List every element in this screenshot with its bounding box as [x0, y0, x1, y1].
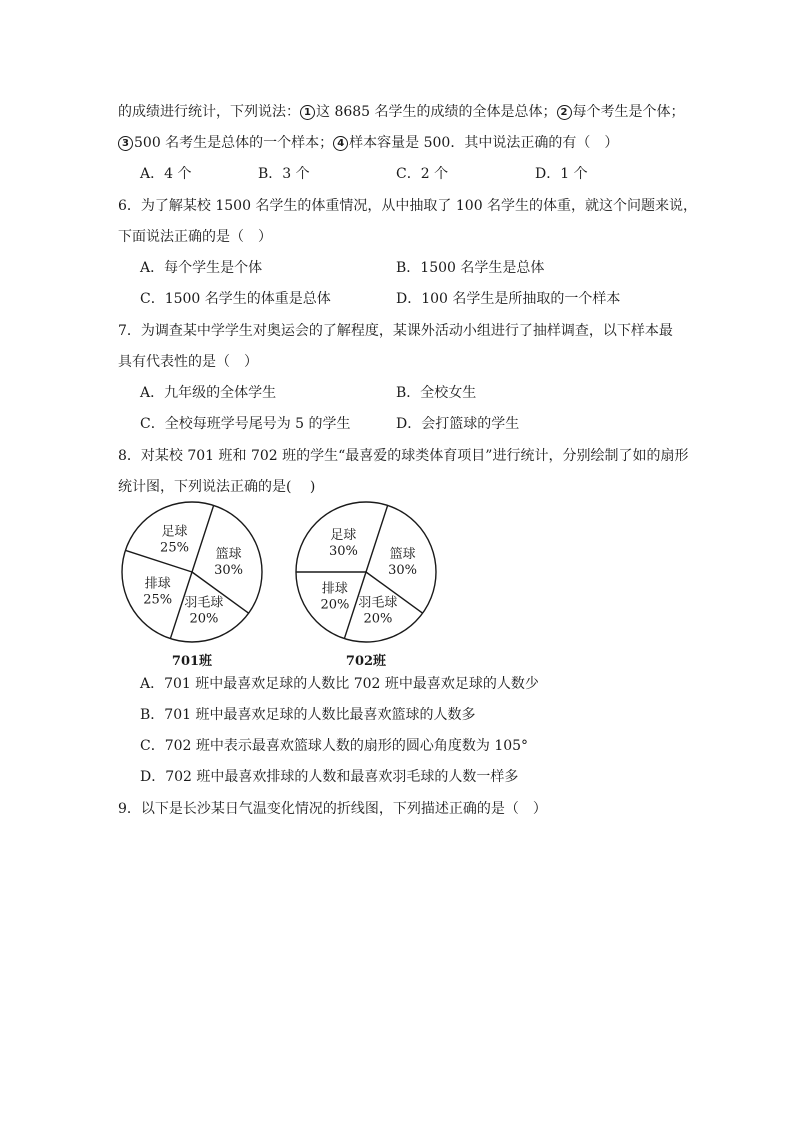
q8-stem-line1: 8．对某校 701 班和 702 班的学生“最喜爱的球类体育项目”进行统计，分别绘制了如的扇形: [118, 448, 689, 464]
pie-slice-value: 30%: [388, 563, 418, 579]
pie-slice-value: 25%: [160, 540, 189, 556]
pie-slice-label: 羽毛球: [358, 595, 398, 611]
q7-stem-line1: 7．为调查某中学学生对奥运会的了解程度，某课外活动小组进行了抽样调查，以下样本最: [118, 323, 673, 339]
circled-number-4: 4: [333, 136, 348, 151]
pie-slice-label: 篮球: [215, 547, 242, 563]
q8-stem-line2: 统计图，下列说法正确的是( ): [118, 479, 316, 495]
q6-option-c: C．1500 名学生的体重是总体: [140, 291, 331, 307]
q6-option-a: A．每个学生是个体: [140, 260, 263, 276]
circled-number-3: 3: [118, 136, 133, 151]
pie-slice-value: 20%: [189, 611, 219, 627]
pie-slice-value: 30%: [214, 563, 244, 579]
q7-option-c: C．全校每班学号尾号为 5 的学生: [140, 416, 351, 432]
pie-slice-label: 篮球: [389, 547, 416, 563]
q5-option-a: A．4 个: [140, 166, 192, 182]
q5-statement-1: 这 8685 名学生的成绩的全体是总体；: [316, 104, 557, 120]
q8-option-c: C．702 班中表示最喜欢篮球人数的扇形的圆心角度数为 105°: [140, 738, 529, 754]
pie-caption-701: 701班: [171, 654, 213, 669]
q7-option-b: B．全校女生: [396, 385, 477, 401]
q6-option-b: B．1500 名学生是总体: [396, 260, 545, 276]
q5-option-c: C．2 个: [396, 166, 449, 182]
pie-chart-701: [122, 502, 262, 642]
q5-option-b: B．3 个: [258, 166, 310, 182]
pie-caption-702: 702班: [345, 654, 387, 669]
pie-chart-702: [296, 502, 436, 642]
q8-option-d: D．702 班中最喜欢排球的人数和最喜欢羽毛球的人数一样多: [140, 769, 519, 785]
q5-option-d: D．1 个: [535, 166, 588, 182]
q7-option-d: D．会打篮球的学生: [396, 416, 520, 432]
q8-option-b: B．701 班中最喜欢足球的人数比最喜欢篮球的人数多: [140, 707, 476, 723]
q5-statement-4: 样本容量是 500．其中说法正确的有（ ）: [349, 135, 619, 151]
pie-slice-label: 排球: [144, 576, 171, 592]
q7-option-a: A．九年级的全体学生: [140, 385, 277, 401]
q6-stem-line1: 6．为了解某校 1500 名学生的体重情况，从中抽取了 100 名学生的体重，就这个问题来说，: [118, 198, 698, 214]
pie-slice-label: 排球: [321, 581, 348, 597]
pie-slice-label: 足球: [161, 524, 188, 540]
pie-slice-value: 25%: [143, 592, 173, 608]
q5-statement-2: 每个考生是个体；: [572, 104, 685, 120]
q6-stem-line2: 下面说法正确的是（ ）: [118, 229, 272, 245]
q5-statement-3: 500 名考生是总体的一个样本；: [134, 135, 334, 151]
q7-stem-line2: 具有代表性的是（ ）: [118, 354, 258, 370]
q5-line2: [118, 133, 618, 153]
q5-line1: [118, 102, 685, 122]
circled-number-1: 1: [300, 105, 315, 120]
q8-option-a: A．701 班中最喜欢足球的人数比 702 班中最喜欢足球的人数少: [140, 676, 539, 692]
pie-slice-value: 20%: [363, 611, 393, 627]
pie-charts-figure: [110, 500, 450, 675]
q9-stem-line1: 9．以下是长沙某日气温变化情况的折线图，下列描述正确的是（ ）: [118, 801, 547, 817]
pie-slice-label: 足球: [330, 527, 357, 543]
pie-slice-divider: [192, 505, 214, 572]
pie-slice-label: 羽毛球: [184, 595, 224, 611]
q5-line1-text: 的成绩进行统计，下列说法：: [118, 104, 300, 120]
pie-slice-divider: [366, 505, 388, 572]
pie-slice-value: 30%: [328, 543, 358, 559]
q6-option-d: D．100 名学生是所抽取的一个样本: [396, 291, 621, 307]
circled-number-2: 2: [557, 105, 572, 120]
pie-slice-value: 20%: [320, 597, 350, 613]
